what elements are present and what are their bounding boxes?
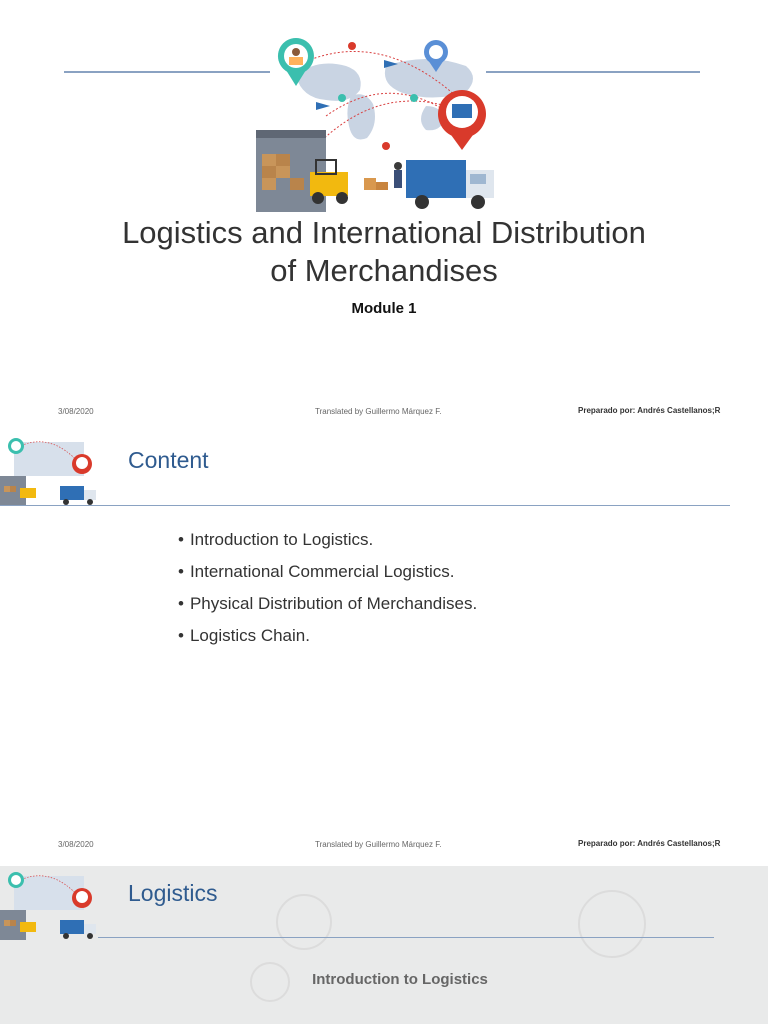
- logistics-thumbnail: [0, 434, 98, 506]
- header-rule-right: [486, 71, 700, 73]
- footer-translator: Translated by Guillermo Márquez F.: [315, 407, 442, 416]
- slide-subheading: Introduction to Logistics: [312, 971, 488, 988]
- logistics-thumbnail: [0, 868, 98, 940]
- footer-translator: Translated by Guillermo Márquez F.: [315, 840, 442, 849]
- list-item: • Introduction to Logistics.: [178, 524, 477, 556]
- footer-author: Preparado por: Andrés Castellanos;R: [578, 406, 721, 415]
- footer-date: 3/08/2020: [58, 840, 94, 849]
- footer-author: Preparado por: Andrés Castellanos;R: [578, 839, 721, 848]
- content-list: [178, 524, 477, 652]
- title-underline: [0, 505, 730, 506]
- logistics-slide: [0, 866, 768, 1024]
- background-watermark: [276, 894, 332, 950]
- footer-date: 3/08/2020: [58, 407, 94, 416]
- module-label: Module 1: [351, 300, 417, 317]
- slide-title: [60, 214, 708, 290]
- section-title: Logistics: [128, 880, 218, 906]
- list-item: • International Commercial Logistics.: [178, 556, 477, 588]
- title-underline: [98, 937, 714, 938]
- list-item: • Physical Distribution of Merchandises.: [178, 588, 477, 620]
- logistics-illustration: [256, 36, 502, 212]
- slide-title-line1: Logistics and International Distribution: [122, 215, 646, 250]
- header-rule-left: [64, 71, 270, 73]
- content-slide: [0, 432, 768, 866]
- list-item: • Logistics Chain.: [178, 620, 477, 652]
- slide-title-line2: of Merchandises: [270, 253, 498, 288]
- background-watermark: [578, 890, 646, 958]
- title-slide: [0, 0, 768, 432]
- section-title: Content: [128, 447, 209, 473]
